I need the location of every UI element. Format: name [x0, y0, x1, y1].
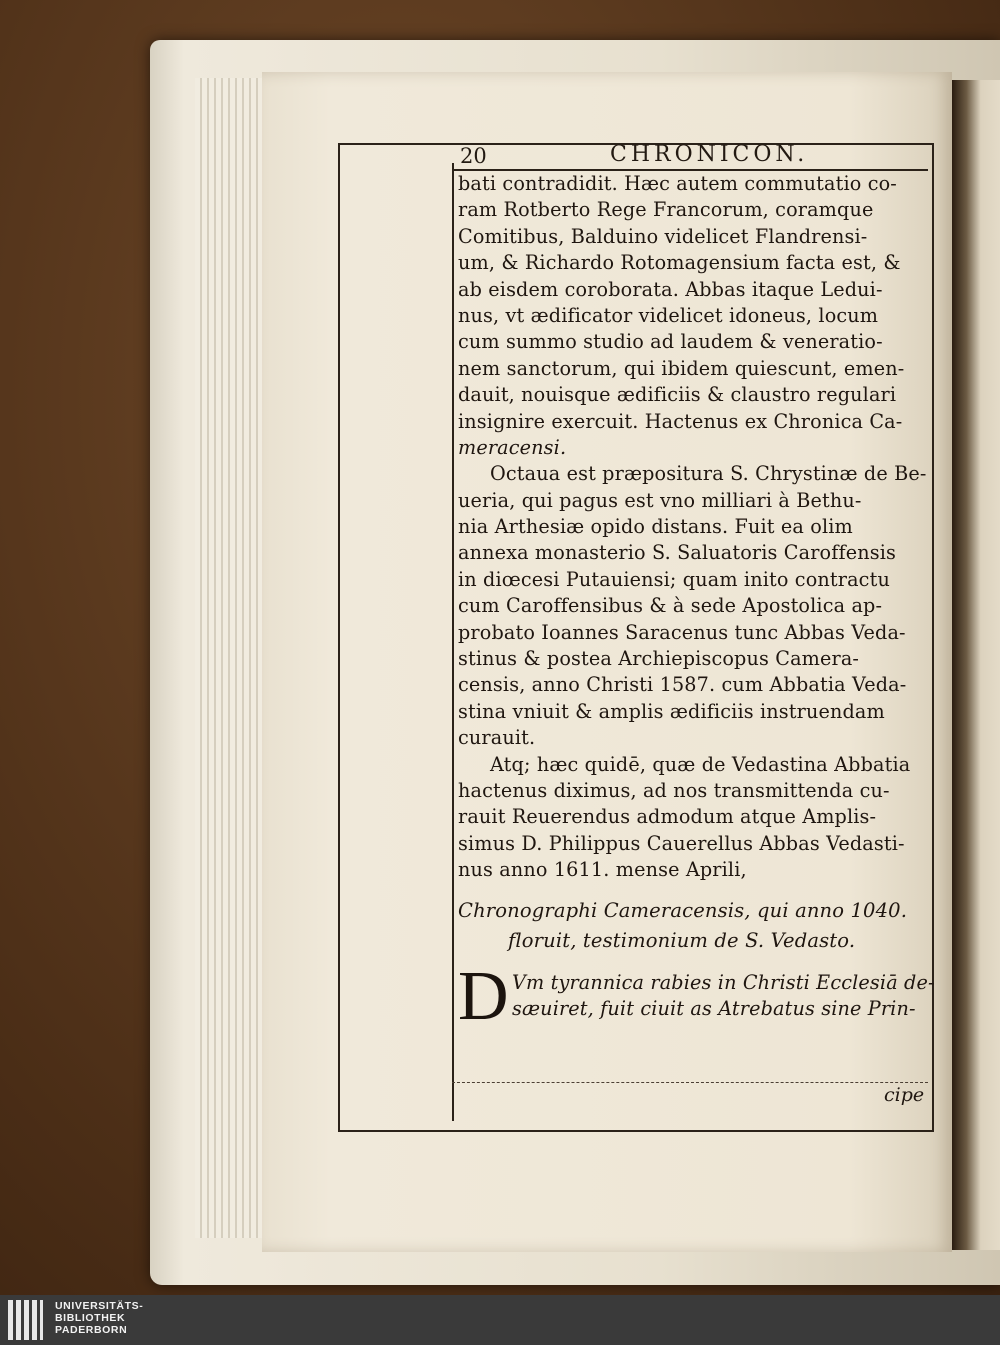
text-line: Comitibus, Balduino videlicet Flandrensi-: [458, 224, 868, 248]
text-line: nem sanctorum, qui ibidem quiescunt, emen-: [458, 356, 905, 380]
text-line: bati contradidit. Hæc autem commutatio co-: [458, 172, 897, 195]
text-line: cum summo studio ad laudem & veneratio-: [458, 330, 883, 354]
library-footer: [0, 1295, 1000, 1345]
library-name-line: BIBLIOTHEK: [55, 1312, 126, 1324]
section-heading-continued: floruit, testimonium de S. Vedasto.: [508, 928, 856, 952]
text-line: annexa monasterio S. Saluatoris Caroffensis: [458, 541, 897, 565]
text-line: ueria, qui pagus est vno milliari à Bethu-: [458, 488, 862, 512]
text-line: in diœcesi Putauiensi; quam inito contractu: [458, 567, 890, 591]
text-line: probato Ioannes Saracenus tunc Abbas Veda-: [458, 620, 906, 644]
dropcap-paragraph: [458, 957, 935, 1035]
catchword: cipe: [884, 1084, 925, 1106]
bottom-rule: [452, 1082, 928, 1083]
text-line: curauit.: [458, 726, 536, 750]
main-text: [458, 171, 935, 1035]
library-name-line: UNIVERSITÄTS-: [55, 1300, 144, 1312]
text-line: stinus & postea Archiepiscopus Camera-: [458, 647, 860, 671]
text-line: nia Arthesiæ opido distans. Fuit ea olim: [458, 515, 853, 539]
text-line: um, & Richardo Rotomagensium facta est, &: [458, 251, 901, 275]
library-name-line: PADERBORN: [55, 1324, 128, 1336]
running-title: CHRONICON.: [610, 142, 809, 167]
text-line: meracensi.: [458, 435, 567, 459]
section-heading: Chronographi Cameracensis, qui anno 1040.: [458, 898, 908, 922]
running-head: [460, 142, 930, 172]
text-line: Atq; hæc quidē, quæ de Vedastina Abbatia: [490, 752, 911, 776]
text-line: censis, anno Christi 1587. cum Abbatia Veda-: [458, 673, 907, 697]
text-line: sæuiret, fuit ciuit as Atrebatus sine Prin-: [512, 996, 916, 1020]
page-edges: [195, 78, 266, 1238]
text-line: ram Rotberto Rege Francorum, coramque: [458, 198, 874, 222]
text-line: rauit Reuerendus admodum atque Amplis-: [458, 805, 877, 829]
text-line: stina vniuit & amplis ædificiis instruendam: [458, 699, 885, 723]
dropcap-letter: D: [458, 957, 509, 1035]
page-gutter: [952, 80, 1000, 1250]
spacer: [458, 884, 926, 896]
text-line: simus D. Philippus Cauerellus Abbas Vedasti-: [458, 831, 905, 855]
library-name: [55, 1300, 143, 1336]
text-line: nus anno 1611. mense Aprili,: [458, 858, 747, 882]
text-line: dauit, nouisque ædificiis & claustro regulari: [458, 383, 897, 407]
text-line: hactenus diximus, ad nos transmittenda cu-: [458, 778, 890, 802]
text-line: cum Caroffensibus & à sede Apostolica ap-: [458, 594, 883, 618]
text-line: insignire exercuit. Hactenus ex Chronica Ca-: [458, 409, 903, 433]
text-line: ab eisdem coroborata. Abbas itaque Ledui-: [458, 277, 883, 301]
library-logo-icon: [8, 1300, 44, 1340]
text-line: Octaua est præpositura S. Chrystinæ de Be-: [490, 462, 926, 486]
text-line: Vm tyrannica rabies in Christi Ecclesiā de-: [512, 970, 935, 994]
page-number: 20: [460, 144, 487, 168]
text-line: nus, vt ædificator videlicet idoneus, locum: [458, 303, 879, 327]
